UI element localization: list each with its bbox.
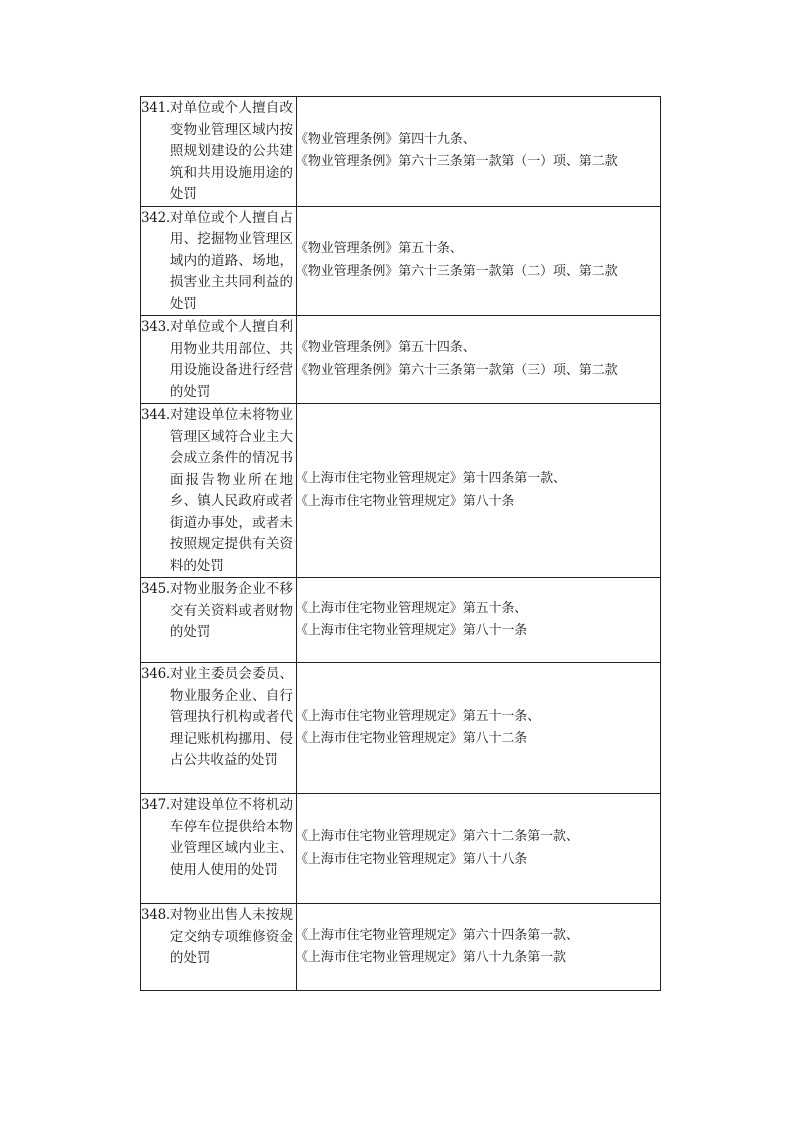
penalty-item-cell [141,904,297,991]
penalty-item-cell [141,97,297,207]
item-description: 对物业出售人未按规定交纳专项维修资金的处罚 [169,907,293,966]
table-row [141,578,661,663]
item-number: 342. [141,209,170,226]
penalty-item-cell [141,206,297,316]
legal-basis-cell [297,794,661,904]
basis-line: 《上海市住宅物业管理规定》第八十一条 [295,623,528,638]
basis-line: 《上海市住宅物业管理规定》第五十一条、 [295,708,541,724]
penalty-item-cell [141,663,297,794]
table-row [141,904,661,991]
item-number: 344. [141,407,170,423]
item-description: 对物业服务企业不移交有关资料或者财物的处罚 [169,581,293,640]
basis-line: 《上海市住宅物业管理规定》第五十条、 [295,600,528,616]
legal-basis-cell [297,97,661,207]
legal-basis-cell [297,904,661,991]
item-number: 347. [141,797,170,813]
penalty-item-cell [141,794,297,904]
basis-line: 《物业管理条例》第五十四条、 [295,340,476,355]
penalty-item-cell [141,316,297,404]
basis-line: 《上海市住宅物业管理规定》第六十四条第一款、 [295,927,579,943]
item-number: 343. [141,319,170,335]
legal-basis-cell [297,404,661,578]
basis-line: 《物业管理条例》第五十条、 [295,241,463,257]
table-row [141,316,661,404]
item-number: 341. [141,100,170,116]
basis-line: 《上海市住宅物业管理规定》第八十九条第一款 [295,950,566,965]
penalty-item-cell [141,578,297,663]
table-row [141,97,661,207]
item-description: 对单位或个人擅自改变物业管理区域内按照规划建设的公共建筑和共用设施用途的处罚 [169,100,293,202]
legal-basis-cell [297,206,661,316]
basis-line: 《物业管理条例》第四十九条、 [295,131,476,147]
table-row [141,663,661,794]
penalty-item-cell [141,404,297,578]
table-row [141,404,661,578]
basis-line: 《物业管理条例》第六十三条第一款第（三）项、第二款 [295,362,618,378]
item-number: 345. [141,581,170,597]
basis-line: 《上海市住宅物业管理规定》第八十二条 [295,731,528,746]
basis-line: 《物业管理条例》第六十三条第一款第（二）项、第二款 [295,263,618,279]
item-description: 对业主委员会委员、物业服务企业、自行管理执行机构或者代理记账机构挪用、侵占公共收益的处罚 [169,666,293,768]
penalty-table [140,96,661,991]
item-number: 348. [141,907,170,923]
item-description: 对单位或个人擅自利用物业共用部位、共用设施设备进行经营的处罚 [169,319,293,400]
item-description: 对建设单位未将物业管理区域符合业主大会成立条件的情况书面报告物业所在地乡、镇人民政府或者街道办事处，或者未按照规定提供有关资料的处罚 [169,407,293,574]
basis-line: 《上海市住宅物业管理规定》第八十条 [295,493,515,509]
item-description: 对建设单位不将机动车停车位提供给本物业管理区域内业主、使用人使用的处罚 [169,797,293,878]
basis-line: 《上海市住宅物业管理规定》第六十二条第一款、 [295,829,579,844]
legal-basis-cell [297,578,661,663]
basis-line: 《物业管理条例》第六十三条第一款第（一）项、第二款 [295,154,618,170]
basis-line: 《上海市住宅物业管理规定》第八十八条 [295,851,528,867]
table-row [141,206,661,316]
legal-basis-cell [297,316,661,404]
legal-basis-cell [297,663,661,794]
table-row [141,794,661,904]
basis-line: 《上海市住宅物业管理规定》第十四条第一款、 [295,471,566,486]
item-number: 346. [141,666,170,682]
item-description: 对单位或个人擅自占用、挖掘物业管理区域内的道路、场地，损害业主共同利益的处罚 [169,209,293,312]
